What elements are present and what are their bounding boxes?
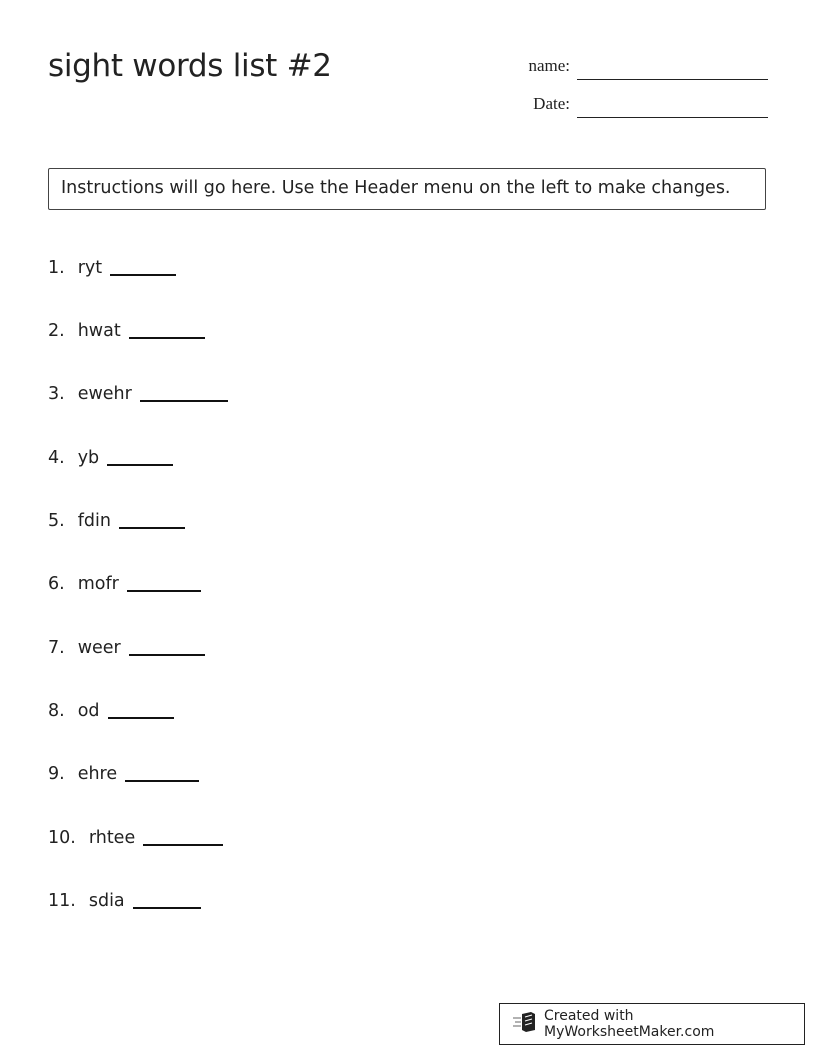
answer-blank[interactable] (129, 653, 205, 656)
scrambled-word: od (77, 701, 100, 721)
worksheet-maker-logo-icon (512, 1011, 544, 1037)
name-label: name: (528, 56, 570, 75)
answer-blank[interactable] (110, 273, 176, 276)
question-item (48, 503, 185, 531)
question-item (48, 440, 173, 468)
question-number: 11. (48, 891, 76, 911)
date-label: Date: (533, 94, 570, 113)
scrambled-word: mofr (77, 574, 119, 594)
question-item (48, 250, 176, 278)
date-line[interactable] (577, 117, 768, 118)
answer-blank[interactable] (108, 716, 174, 719)
instructions-text: Instructions will go here. Use the Header menu on the left to make changes. (61, 178, 731, 198)
question-number: 8. (48, 701, 65, 721)
name-field[interactable] (500, 50, 768, 80)
question-number: 5. (48, 511, 65, 531)
name-line[interactable] (577, 79, 768, 80)
scrambled-word: sdia (88, 891, 125, 911)
answer-blank[interactable] (125, 779, 199, 782)
footer-text[interactable]: Created with MyWorksheetMaker.com (544, 1008, 715, 1040)
question-item (48, 313, 205, 341)
question-number: 9. (48, 764, 65, 784)
question-number: 3. (48, 384, 65, 404)
question-item (48, 630, 205, 658)
answer-blank[interactable] (133, 906, 201, 909)
scrambled-word: yb (77, 448, 100, 468)
scrambled-word: hwat (77, 321, 121, 341)
scrambled-word: ehre (77, 764, 118, 784)
question-number: 2. (48, 321, 65, 341)
question-item (48, 756, 199, 784)
answer-blank[interactable] (140, 399, 228, 402)
question-number: 4. (48, 448, 65, 468)
question-number: 7. (48, 638, 65, 658)
answer-blank[interactable] (143, 843, 223, 846)
answer-blank[interactable] (107, 463, 173, 466)
question-number: 1. (48, 258, 65, 278)
answer-blank[interactable] (119, 526, 185, 529)
question-item (48, 566, 201, 594)
question-item (48, 693, 174, 721)
question-number: 6. (48, 574, 65, 594)
question-item (48, 376, 228, 404)
footer-badge[interactable] (499, 1003, 805, 1045)
scrambled-word: ewehr (77, 384, 132, 404)
scrambled-word: ryt (77, 258, 103, 278)
worksheet-title: sight words list #2 (48, 48, 332, 84)
question-number: 10. (48, 828, 76, 848)
answer-blank[interactable] (127, 589, 201, 592)
answer-blank[interactable] (129, 336, 205, 339)
scrambled-word: weer (77, 638, 121, 658)
question-item (48, 883, 201, 911)
scrambled-word: fdin (77, 511, 111, 531)
scrambled-word: rhtee (88, 828, 136, 848)
question-item (48, 820, 223, 848)
date-field[interactable] (500, 88, 768, 118)
instructions-box (48, 168, 766, 210)
